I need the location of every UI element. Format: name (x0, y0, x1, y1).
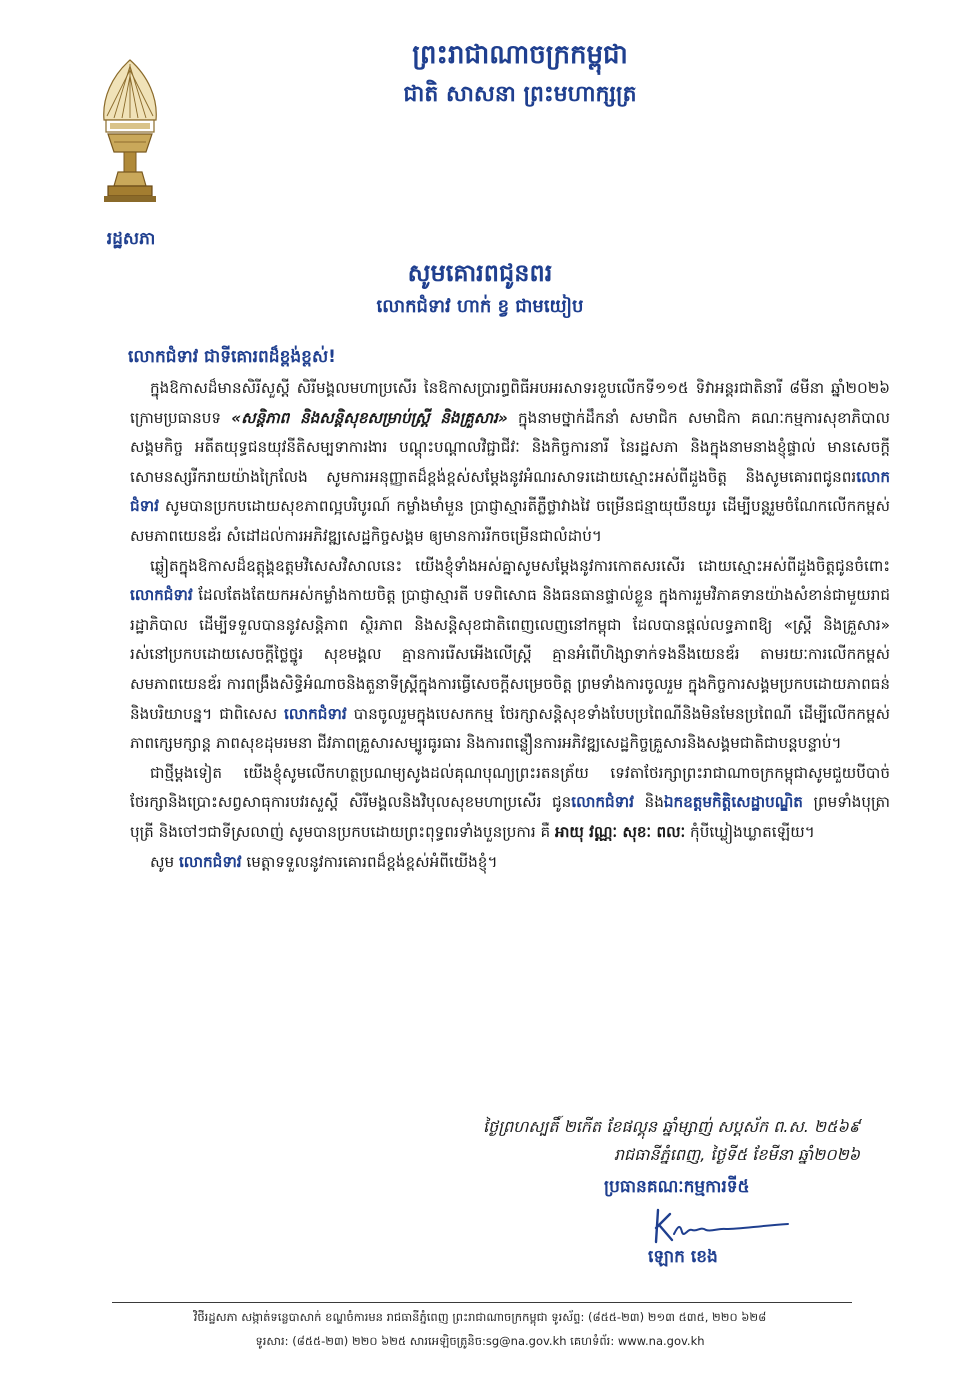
paragraph-3 (130, 759, 890, 848)
signer-name: ឡោក ខេង (648, 1247, 718, 1267)
theme-text: «សន្តិភាព និងសន្តិសុខសម្រាប់ស្ត្រី និងគ្រួសារ» (231, 408, 508, 427)
recipient-honorific: លោកជំទាវ (130, 586, 193, 605)
national-motto: ជាតិ សាសនា ព្រះមហាក្សត្រ (403, 82, 637, 107)
greeting-title: សូមគោរពជូនពរ (407, 259, 553, 287)
text-span: កុំបីឃ្លៀងឃ្លាតឡើយ។ (685, 822, 815, 841)
text-span: ឆ្លៀតក្នុងឱកាសដ៏ឧត្តុង្គឧត្តមវិសេសវិសាលនេះ យើងខ្ញុំទាំងអស់គ្នាសូមសម្តែងនូវការកោតសរសើរ ដោយស្មោះអស់ពីដួងចិត្តជូនចំពោះ (150, 556, 890, 575)
text-span: បានចូលរួមក្នុងបេសកកម្ម ថែរក្សាសន្តិសុខទាំងបែបប្រពៃណីនិងមិនមែនប្រពៃណី ដើម្បីលើកកម្ពស់ភាពក្សេមក្សាន្ត ភាពសុខដុមរមនា ជីវភាពគ្រួសារសម្បូរធូរធារ និងការពន្លឿនការអភិវឌ្ឍសេដ្ឋកិច្ចគ្រួសារនិងសង្គមជាតិជាបន្តបន្ទាប់។ (130, 704, 890, 753)
footer-contacts: ទូរសារ: (៨៥៥-២៣) ២២០ ៦២៥ សារអេឡិចត្រូនិច:sg@na.gov.kh គេហទំព័រ: www.na.gov.kh (255, 1334, 705, 1348)
recipient-honorific: លោកជំទាវ (178, 852, 242, 871)
org-label: រដ្ឋសភា (106, 229, 156, 249)
text-span: ព្រមទាំងបុត្រាបុត្រី និងចៅៗជាទីស្រលាញ់ សូមបានប្រកបដោយព្រះពុទ្ធពរទាំងបួនប្រការ គឺ (130, 793, 891, 841)
kingdom-title: ព្រះរាជាណាចក្រកម្ពុជា (412, 40, 628, 70)
text-span: ក្នុងឱកាសដ៏មានសិរីសួស្តី សិរីមង្គលមហាប្រសើរ នៃឱកាសប្រារព្ធពិធីអបអរសាទរខួបលើកទី១១៥ ទិវាអន្តរជាតិនារី ៨មីនា ឆ្នាំ២០២៦ ក្រោមប្រធានបទ (130, 379, 890, 427)
text-span: សូម (150, 852, 179, 871)
paragraph-4 (130, 848, 890, 878)
spouse-honorific: ឯកឧត្តមកិត្តិសេដ្ឋាបណ្ឌិត (663, 793, 803, 812)
text-span: សូមបានប្រកបដោយសុខភាពល្អបរិបូរណ៍ កម្លាំងមាំមួន ប្រាជ្ញាស្មារតីភ្លឺថ្លាវាងវៃ ចម្រើនជន្មាយុយឺនយូរ ដើម្បីបន្តរួមចំណែកលើកកម្ពស់សមភាពយេនឌ័រ សំដៅដល់ការអភិវឌ្ឍសេដ្ឋកិច្ចសង្គម ឲ្យមានការរីកចម្រើនជាលំដាប់។ (130, 497, 890, 545)
text-span: មេត្តាទទួលនូវការគោរពដ៏ខ្ពង់ខ្ពស់អំពីយើងខ្ញុំ។ (241, 852, 498, 871)
national-assembly-emblem-icon (92, 56, 168, 206)
blessings-text: អាយុ វណ្ណៈ សុខៈ ពលៈ (554, 822, 686, 841)
text-span: ក្នុងនាមថ្នាក់ដឹកនាំ សមាជិក សមាជិកា គណៈកម្មការសុខាភិបាល សង្គមកិច្ច អតីតយុទ្ធជនយុវនីតិសម្បទាការងារ បណ្តុះបណ្តាលវិជ្ជាជីវៈ និងកិច្ចការនារី នៃរដ្ឋសភា និងក្នុងនាមនាងខ្ញុំផ្ទាល់ មានសេចក្តីសោមនស្សរីករាយយ៉ាងក្រៃលែង សូមការអនុញ្ញាតដ៏ខ្ពង់ខ្ពស់សម្តែងនូវអំណរសាទរដោយស្មោះអស់ពីដួងចិត្ត និងសូមគោរពជូនពរ (130, 408, 890, 486)
salutation: លោកជំទាវ ជាទីគោរពដ៏ខ្ពង់ខ្ពស់! (128, 347, 336, 367)
text-span: និង (633, 793, 664, 812)
signer-title: ប្រធានគណៈកម្មការទី៥ (604, 1177, 750, 1197)
footer-address: វិថីរដ្ឋសភា សង្កាត់ទន្លេបាសាក់ ខណ្ឌចំការមន រាជធានីភ្នំពេញ ព្រះរាជាណាចក្រកម្ពុជា ទូរស័ព្ទ: (៨៥៥-២៣) ២១៣ ៥៣៥, ២២០ ៦២៨ (193, 1310, 767, 1324)
lunar-date: ថ្ងៃព្រហស្បតិ៍ ២កើត ខែផល្គុន ឆ្នាំម្សាញ់ សប្តស័ក ព.ស. ២៥៦៩ (482, 1117, 860, 1136)
text-span: ដែលតែងតែយកអស់កម្លាំងកាយចិត្ត ប្រាជ្ញាស្មារតី បទពិសោធ និងធនធានផ្ទាល់ខ្លួន ក្នុងការរួមវិភាគទានយ៉ាងសំខាន់ជាមួយរាជរដ្ឋាភិបាល ដើម្បីទទួលបាននូវសន្តិភាព ស្ថិរភាព និងសន្តិសុខជាតិពេញលេញនៅកម្ពុជា ដែលបានផ្តល់លទ្ធភាពឱ្យ «ស្ត្រី និងគ្រួសារ» រស់នៅប្រកបដោយសេចក្តីថ្លៃថ្នូរ សុខមង្គល គ្មានការរើសអើងលើស្ត្រី គ្មានអំពើហិង្សាទាក់ទងនឹងយេនឌ័រ តាមរយៈការលើកកម្ពស់សមភាពយេនឌ័រ ការពង្រឹងសិទ្ធិអំណាចនិងតួនាទីស្ត្រីក្នុងការធ្វើសេចក្តីសម្រេចចិត្ត ព្រមទាំងការចូលរួម ក្នុងកិច្ចការសង្គមប្រកបដោយភាពធន់ និងបរិយាបន្ន។ ជាពិសេស (130, 586, 890, 723)
recipient-name: លោកជំទាវ ហាក់ ខ្វ ជាមយៀប (376, 296, 584, 317)
paragraph-1 (130, 374, 890, 552)
handwritten-signature-icon (648, 1204, 798, 1248)
recipient-honorific: លោកជំទាវ (130, 467, 890, 516)
letter-body (130, 374, 890, 877)
recipient-honorific: លោកជំទាវ (284, 704, 347, 723)
solar-date: រាជធានីភ្នំពេញ, ថ្ងៃទី៥ ខែមីនា ឆ្នាំ២០២៦ (613, 1145, 860, 1164)
paragraph-2 (130, 552, 890, 759)
footer-divider (112, 1302, 852, 1303)
recipient-honorific: លោកជំទាវ (571, 793, 634, 812)
text-span: ជាថ្មីម្តងទៀត យើងខ្ញុំសូមលើកហត្ថប្រណម្យសូងដល់គុណបុណ្យព្រះរតនត្រ័យ ទេវតាថែរក្សាព្រះរាជាណាចក្រកម្ពុជាសូមជួយបីបាច់ថែរក្សានិងប្រោះសព្វសាធុការបវរសួស្តី សិរីមង្គលនិងវិបុលសុខមហាប្រសើរ ជូន (130, 763, 890, 812)
